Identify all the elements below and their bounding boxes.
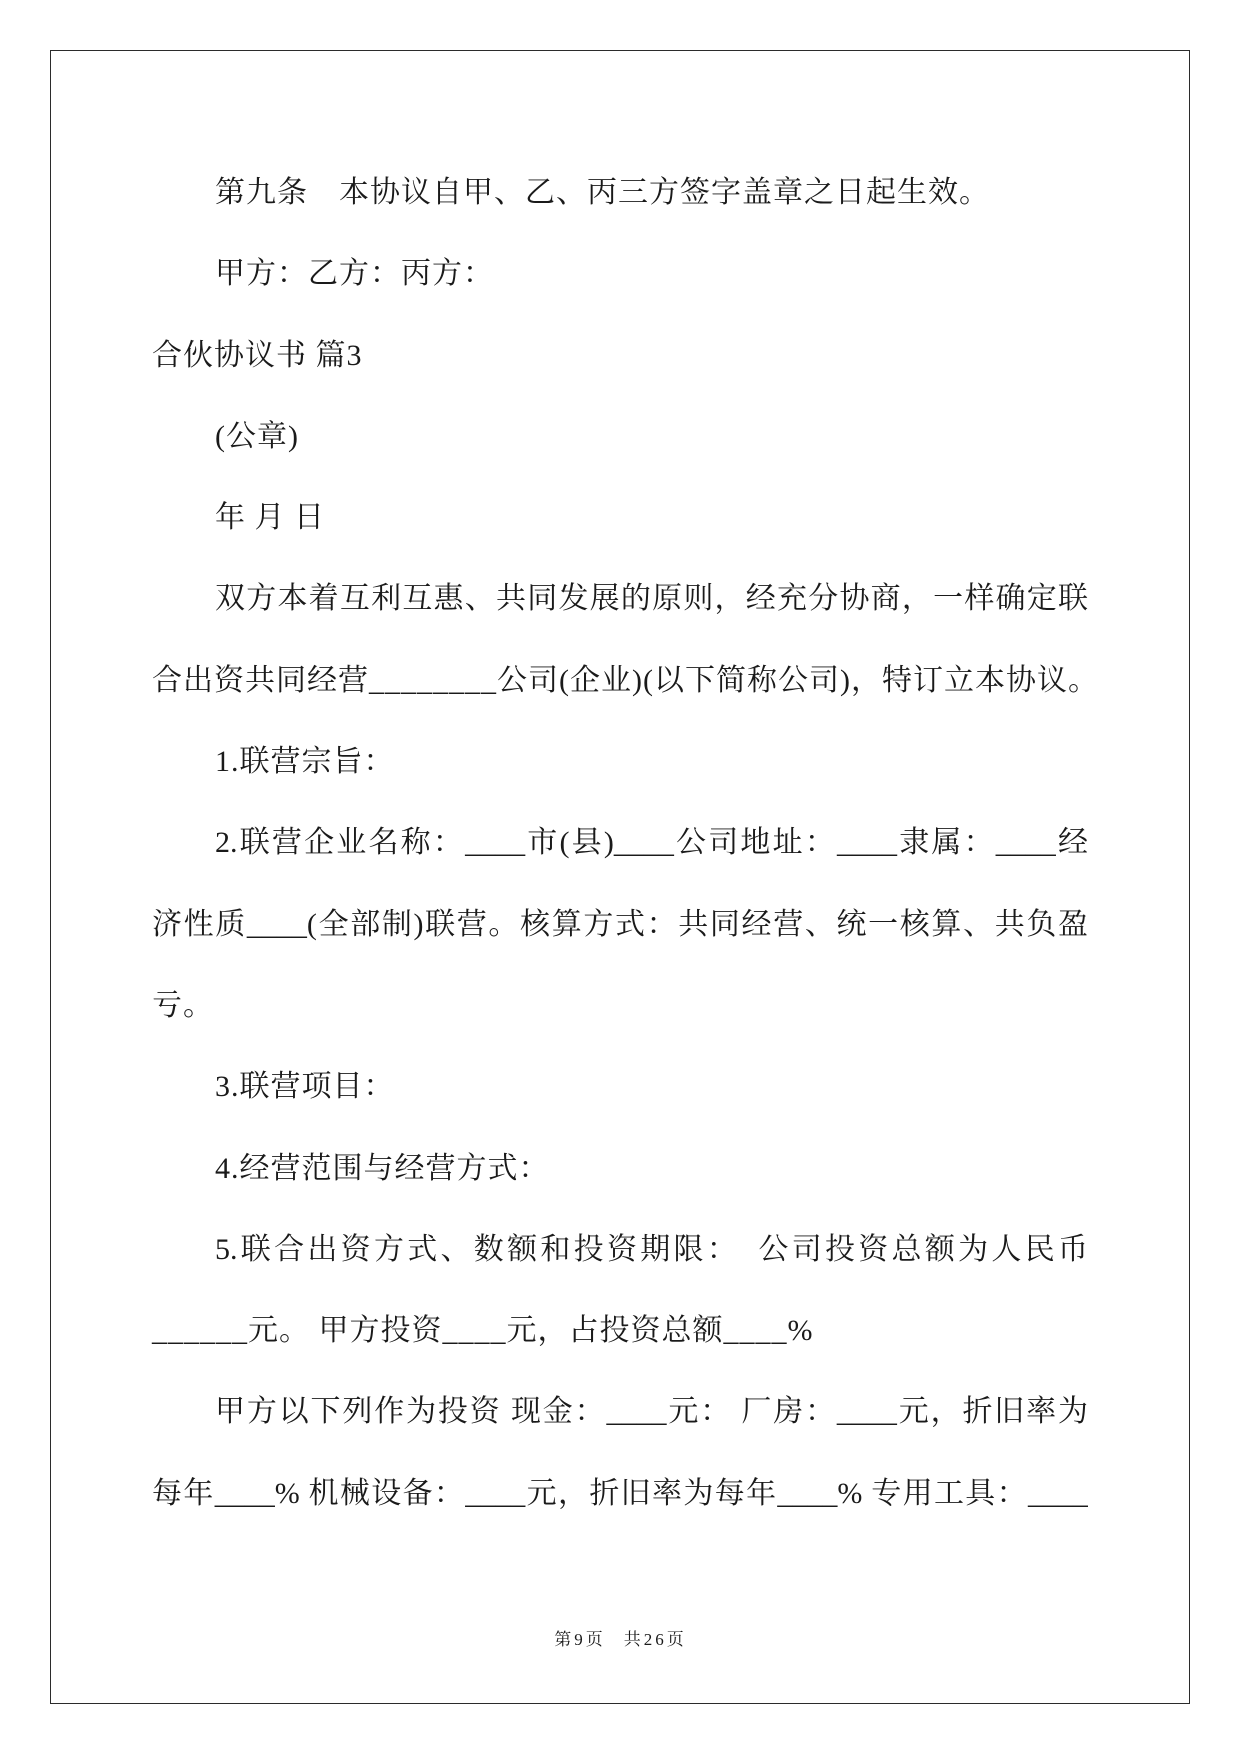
page-footer [0, 1626, 1241, 1654]
page-total: 共26页 [623, 1630, 687, 1649]
item-2-line-2: 济性质____(全部制)联营。核算方式：共同经营、统一核算、共负盈 [152, 907, 1088, 941]
item-4-scope: 4.经营范围与经营方式： [215, 1151, 550, 1185]
item-5-line-2: ______元。 甲方投资____元，占投资总额____% [152, 1314, 814, 1348]
date-line: 年 月 日 [215, 501, 325, 535]
signature-parties-line: 甲方：乙方：丙方： [215, 257, 494, 291]
seal-label: (公章) [215, 419, 299, 453]
investment-line-1: 甲方以下列作为投资 现金：____元： 厂房：____元，折旧率为 [215, 1395, 1088, 1429]
investment-line-2: 每年____% 机械设备：____元，折旧率为每年____% 专用工具：____ [152, 1476, 1088, 1510]
clause-nine-line: 第九条 本协议自甲、乙、丙三方签字盖章之日起生效。 [215, 176, 990, 209]
section-heading: 合伙协议书 篇3 [152, 338, 363, 372]
item-5-line-1: 5.联合出资方式、数额和投资期限： 公司投资总额为人民币 [215, 1232, 1088, 1266]
page-number: 第9页 [554, 1630, 606, 1649]
preamble-line-2: 合出资共同经营________公司(企业)(以下简称公司)，特订立本协议。 [152, 663, 1099, 697]
item-2-line-1: 2.联营企业名称：____市(县)____公司地址：____隶属：____经 [215, 826, 1088, 860]
item-1-purpose: 1.联营宗旨： [215, 745, 395, 779]
item-3-project: 3.联营项目： [215, 1070, 395, 1104]
document-body [152, 152, 1099, 1534]
item-2-line-3: 亏。 [152, 988, 214, 1022]
preamble-line-1: 双方本着互利互惠、共同发展的原则，经充分协商，一样确定联 [215, 582, 1088, 616]
